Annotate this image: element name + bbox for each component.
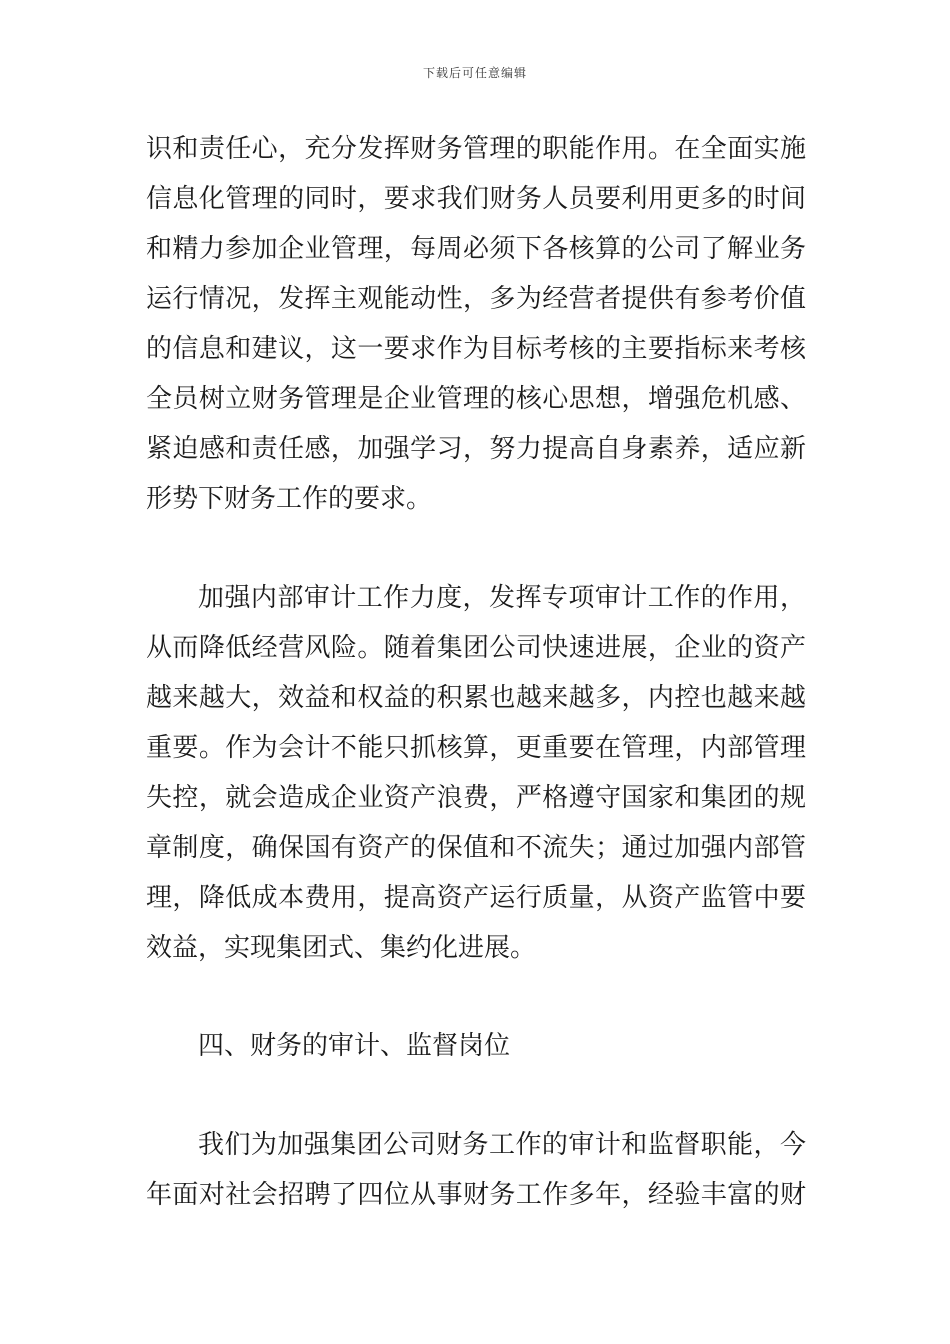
text-line: 和精力参加企业管理，每周必须下各核算的公司了解业务 <box>146 234 806 264</box>
text-line: 信息化管理的同时，要求我们财务人员要利用更多的时间 <box>146 184 806 214</box>
text-line: 年面对社会招聘了四位从事财务工作多年，经验丰富的财 <box>146 1180 806 1210</box>
text-line: 全员树立财务管理是企业管理的核心思想，增强危机感、 <box>146 384 806 414</box>
text-line: 加强内部审计工作力度，发挥专项审计工作的作用， <box>198 583 806 613</box>
text-line: 效益，实现集团式、集约化进展。 <box>146 933 537 963</box>
text-line: 理，降低成本费用，提高资产运行质量，从资产监管中要 <box>146 883 806 913</box>
text-line: 重要。作为会计不能只抓核算，更重要在管理，内部管理 <box>146 733 806 763</box>
text-line: 从而降低经营风险。随着集团公司快速进展，企业的资产 <box>146 633 806 663</box>
text-line: 越来越大，效益和权益的积累也越来越多，内控也越来越 <box>146 683 806 713</box>
text-line: 识和责任心，充分发挥财务管理的职能作用。在全面实施 <box>146 134 806 164</box>
text-line: 的信息和建议，这一要求作为目标考核的主要指标来考核 <box>146 334 806 364</box>
text-line: 运行情况，发挥主观能动性，多为经营者提供有参考价值 <box>146 284 806 314</box>
text-line: 形势下财务工作的要求。 <box>146 484 433 514</box>
text-line: 紧迫感和责任感，加强学习，努力提高自身素养，适应新 <box>146 434 806 464</box>
text-line: 我们为加强集团公司财务工作的审计和监督职能，今 <box>198 1130 806 1160</box>
text-line: 章制度，确保国有资产的保值和不流失；通过加强内部管 <box>146 833 806 863</box>
heading-line: 四、财务的审计、监督岗位 <box>198 1031 511 1061</box>
text-line: 失控，就会造成企业资产浪费，严格遵守国家和集团的规 <box>146 783 806 813</box>
page-header: 下载后可任意编辑 <box>422 66 527 80</box>
